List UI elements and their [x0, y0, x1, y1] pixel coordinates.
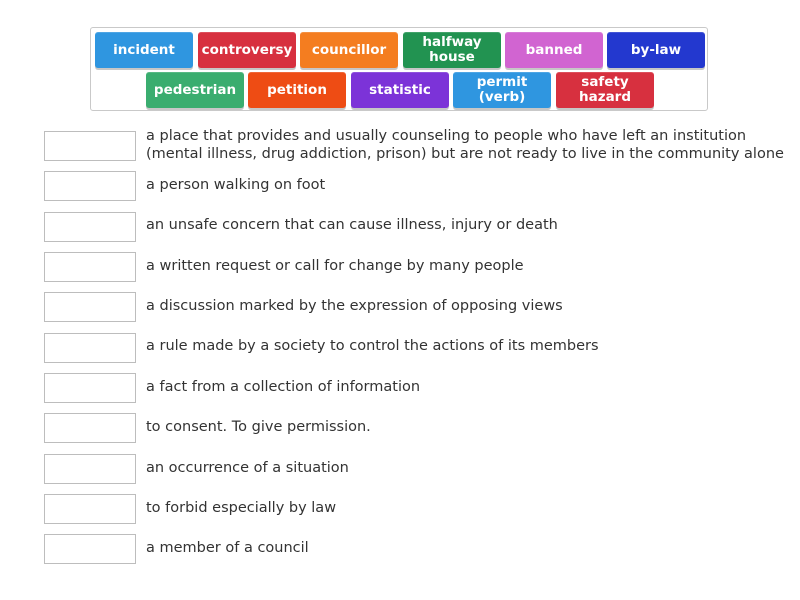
tile-permit-verb[interactable]: permit (verb): [453, 72, 551, 108]
definition-text: an occurrence of a situation: [146, 460, 349, 476]
answer-slot[interactable]: [44, 212, 136, 242]
definition-text: a rule made by a society to control the actions of its members: [146, 338, 599, 354]
answer-slot[interactable]: [44, 292, 136, 322]
tile-banned[interactable]: banned: [505, 32, 603, 68]
tile-incident[interactable]: incident: [95, 32, 193, 68]
tile-safety-hazard[interactable]: safety hazard: [556, 72, 654, 108]
word-bank: [90, 27, 708, 111]
definition-text: a member of a council: [146, 540, 309, 556]
answer-slot[interactable]: [44, 413, 136, 443]
definition-text: a fact from a collection of information: [146, 379, 421, 395]
definition-text: a place that provides and usually counseling to people who have left an institution (mental illness, drug addiction, prison) but are not ready to live in the community alone: [146, 128, 784, 162]
answer-slot[interactable]: [44, 131, 136, 161]
tile-by-law[interactable]: by-law: [607, 32, 705, 68]
definition-text: to consent. To give permission.: [146, 419, 371, 435]
answer-slot[interactable]: [44, 534, 136, 564]
answer-slot[interactable]: [44, 494, 136, 524]
tile-halfway-house[interactable]: halfway house: [403, 32, 501, 68]
definition-text: a discussion marked by the expression of opposing views: [146, 298, 563, 314]
answer-slot[interactable]: [44, 171, 136, 201]
answer-slot[interactable]: [44, 454, 136, 484]
tile-petition[interactable]: petition: [248, 72, 346, 108]
answer-slot[interactable]: [44, 252, 136, 282]
answer-slot[interactable]: [44, 373, 136, 403]
definition-text: a person walking on foot: [146, 177, 326, 193]
definition-text: to forbid especially by law: [146, 500, 337, 516]
definition-text: a written request or call for change by many people: [146, 258, 524, 274]
tile-statistic[interactable]: statistic: [351, 72, 449, 108]
definition-text: an unsafe concern that can cause illness, injury or death: [146, 217, 558, 233]
tile-councillor[interactable]: councillor: [300, 32, 398, 68]
tile-controversy[interactable]: controversy: [198, 32, 296, 68]
tile-pedestrian[interactable]: pedestrian: [146, 72, 244, 108]
answer-slot[interactable]: [44, 333, 136, 363]
